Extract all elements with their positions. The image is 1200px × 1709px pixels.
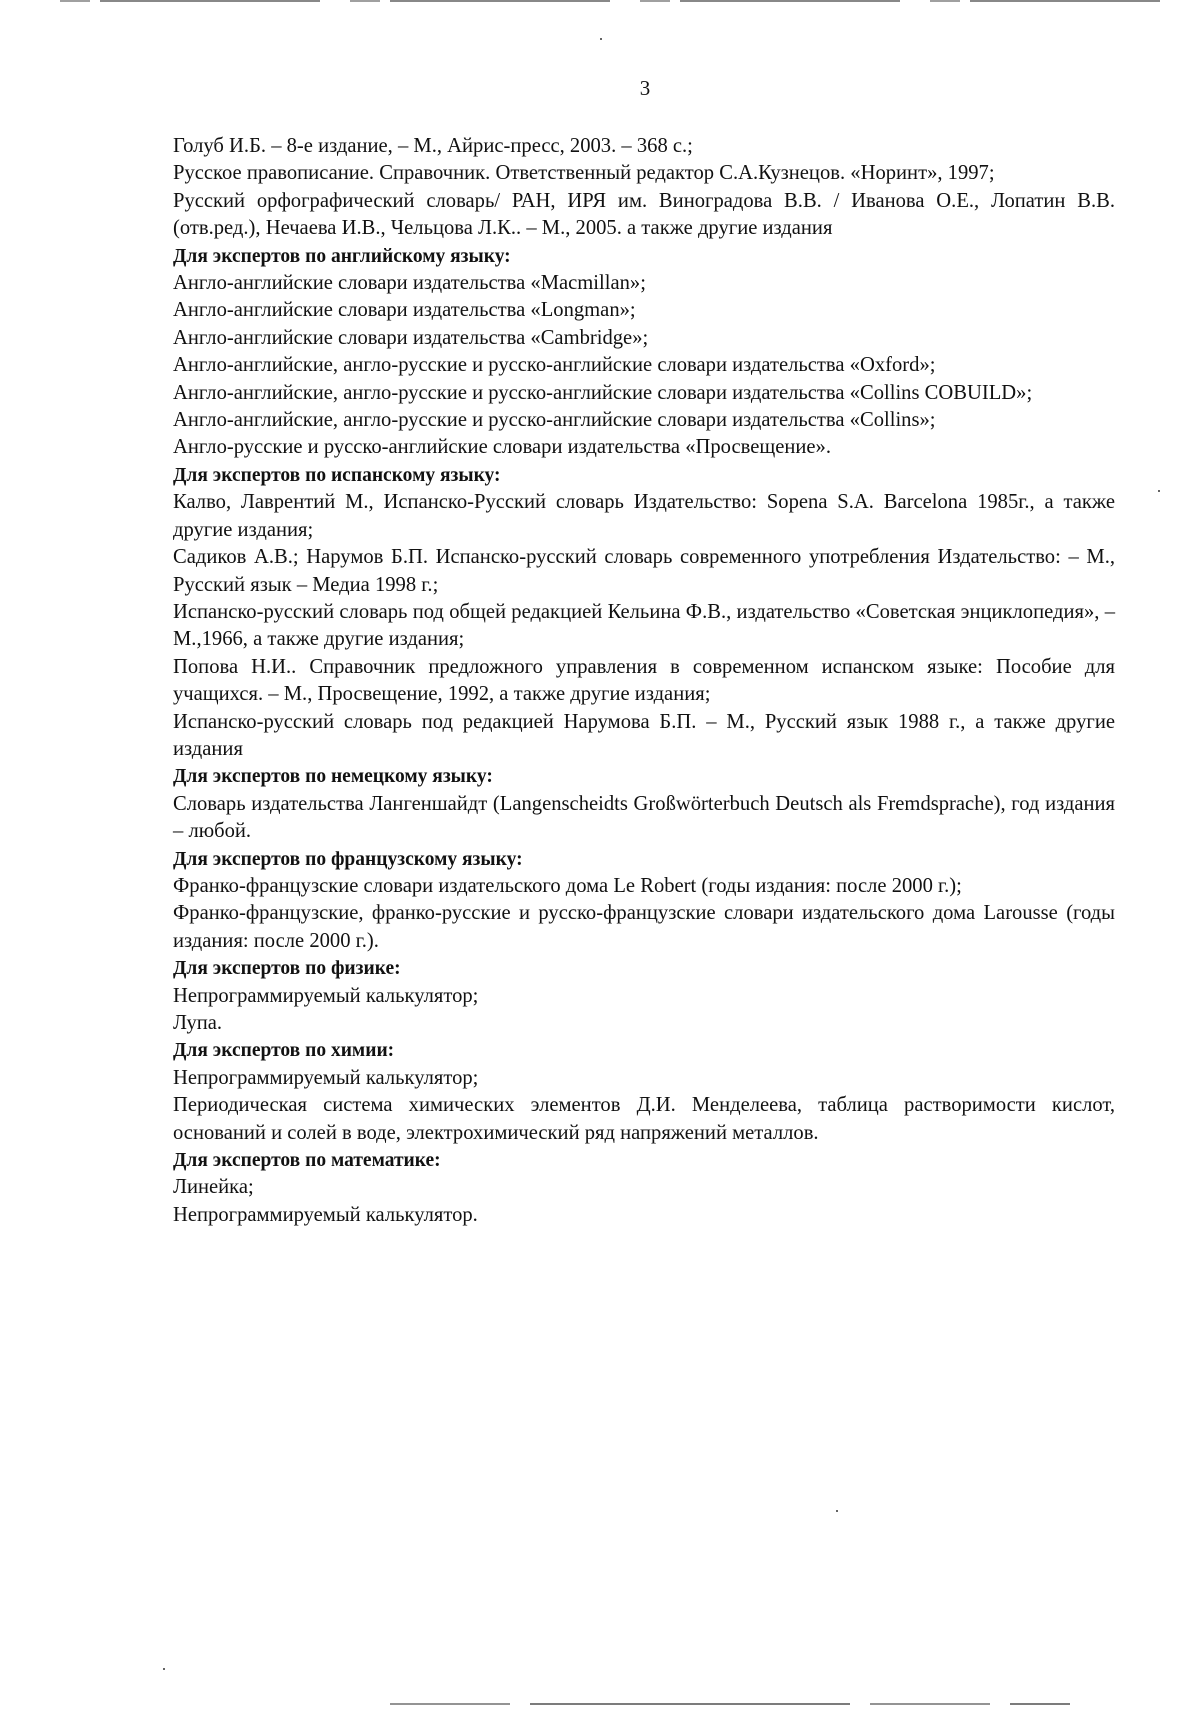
section-heading: Для экспертов по математике: bbox=[173, 1150, 441, 1172]
scan-speck bbox=[836, 1510, 838, 1512]
section-heading: Для экспертов по химии: bbox=[173, 1040, 395, 1062]
list-entry: Лупа. bbox=[173, 1012, 223, 1034]
list-entry: Англо-русские и русско-английские словари издательства «Просвещение». bbox=[173, 436, 831, 459]
scan-speck bbox=[1158, 490, 1160, 492]
list-entry: Англо-английские словари издательства «Longman»; bbox=[173, 299, 636, 322]
document-body bbox=[173, 133, 1115, 1229]
list-entry: Непрограммируемый калькулятор; bbox=[173, 1066, 479, 1089]
list-entry: Попова Н.И.. Справочник предложного управления в современном испанском языке: Пособие для учащихся. – М., Просвещение, 1992, а также другие издания; bbox=[173, 655, 1115, 706]
list-entry: Англо-английские, англо-русские и русско-английские словари издательства «Oxford»; bbox=[173, 354, 936, 377]
list-entry: Непрограммируемый калькулятор; bbox=[173, 984, 479, 1007]
list-entry: Испанско-русский словарь под редакцией Нарумова Б.П. – М., Русский язык 1988 г., а также другие издания bbox=[173, 710, 1115, 760]
section-heading: Для экспертов по физике: bbox=[173, 958, 401, 980]
list-entry: Англо-английские словари издательства «Macmillan»; bbox=[173, 272, 646, 295]
list-entry: Англо-английские, англо-русские и русско-английские словари издательства «Collins»; bbox=[173, 409, 936, 432]
list-entry: Непрограммируемый калькулятор. bbox=[173, 1203, 478, 1226]
scan-edge-bottom bbox=[390, 1703, 1070, 1705]
list-entry: Русское правописание. Справочник. Ответственный редактор С.А.Кузнецов. «Норинт», 1997; bbox=[173, 162, 995, 185]
list-entry: Периодическая система химических элементов Д.И. Менделеева, таблица растворимости кислот, оснований и солей в воде, электрохимический ряд напряжений металлов. bbox=[173, 1094, 1115, 1144]
list-entry: Англо-английские, англо-русские и русско-английские словари издательства «Collins COBUILD»; bbox=[173, 381, 1033, 404]
list-entry: Испанско-русский словарь под общей редакцией Кельина Ф.В., издательство «Советская энциклопедия», – М.,1966, а также другие издания; bbox=[173, 600, 1115, 651]
list-entry: Русский орфографический словарь/ РАН, ИРЯ им. Виноградова В.В. / Иванова О.Е., Лопатин В.В. (отв.ред.), Нечаева И.В., Чельцова Л.К.. – М., 2005. а также другие издания bbox=[173, 189, 1115, 240]
list-entry: Калво, Лаврентий М., Испанско-Русский словарь Издательство: Sopena S.A. Barcelona 1985г., а также другие издания; bbox=[173, 491, 1115, 541]
scan-speck bbox=[163, 1668, 165, 1670]
list-entry: Словарь издательства Лангеншайдт (Langenscheidts Großwörterbuch Deutsch als Fremdsprache), год издания – любой. bbox=[173, 792, 1115, 843]
list-entry: Садиков А.В.; Нарумов Б.П. Испанско-русский словарь современного употребления Издательство: – М., Русский язык – Медиа 1998 г.; bbox=[173, 546, 1115, 596]
section-heading: Для экспертов по французскому языку: bbox=[173, 848, 523, 870]
scan-speck bbox=[600, 38, 602, 40]
list-entry: Франко-французские, франко-русские и русско-французские словари издательского дома Larousse (годы издания: после 2000 г.). bbox=[173, 902, 1115, 952]
section-heading: Для экспертов по испанскому языку: bbox=[173, 464, 501, 486]
scan-edge-top bbox=[60, 0, 1160, 2]
list-entry: Англо-английские словари издательства «Cambridge»; bbox=[173, 326, 649, 349]
section-heading: Для экспертов по английскому языку: bbox=[173, 245, 511, 267]
list-entry: Линейка; bbox=[173, 1176, 254, 1199]
page-number: 3 bbox=[639, 76, 651, 100]
section-heading: Для экспертов по немецкому языку: bbox=[173, 766, 493, 788]
list-entry: Голуб И.Б. – 8-е издание, – М., Айрис-пресс, 2003. – 368 с.; bbox=[173, 135, 693, 157]
list-entry: Франко-французские словари издательского дома Le Robert (годы издания: после 2000 г.); bbox=[173, 874, 962, 897]
